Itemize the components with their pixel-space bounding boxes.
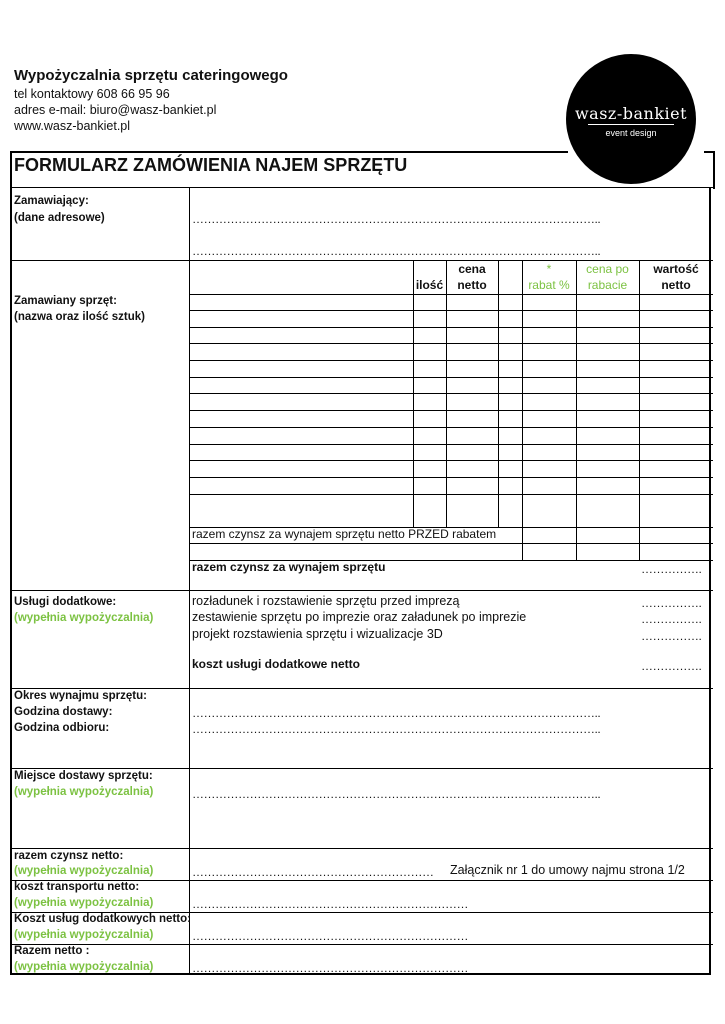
- col-after-rabacie: rabacie: [587, 278, 628, 292]
- col-after: cena po: [586, 262, 629, 276]
- table-row-line: [189, 343, 713, 344]
- transport-note: (wypełnia wypożyczalnia): [14, 897, 154, 909]
- ordering-label: Zamawiający:: [14, 195, 89, 207]
- ordering-field[interactable]: ……………………………………………………………………………………………..: [192, 212, 601, 226]
- divider: [10, 688, 713, 689]
- table-row-line: [189, 360, 713, 361]
- period-label: Okres wynajmu sprzętu:: [14, 690, 147, 702]
- table-row-line: [189, 310, 713, 311]
- rent-net-field[interactable]: ………………………………………………………: [192, 865, 434, 879]
- table-row-line: [189, 327, 713, 328]
- divider: [10, 944, 713, 945]
- table-row-line: [189, 460, 713, 461]
- delivery-time-label: Godzina dostawy:: [14, 706, 113, 718]
- divider: [10, 768, 713, 769]
- period-field[interactable]: ……………………………………………………………………………………………..: [192, 706, 601, 720]
- logo-subtitle: event design: [605, 128, 657, 138]
- services-net-field[interactable]: ………………………………………………………………: [192, 929, 468, 943]
- divider: [10, 848, 713, 849]
- title-border-right: [704, 151, 715, 189]
- services-net-note: (wypełnia wypożyczalnia): [14, 929, 154, 941]
- table-row-line: [189, 444, 713, 445]
- col-qty: ilość: [415, 278, 444, 292]
- col-star: *: [546, 262, 552, 276]
- table-row-line: [189, 393, 713, 394]
- logo-name: wasz-bankiet: [574, 104, 688, 123]
- table-row-line: [189, 494, 713, 495]
- subtotal-label: razem czynsz za wynajem sprzętu netto PRZED rabatem: [192, 527, 497, 541]
- service-loading: zestawienie sprzętu po imprezie oraz załadunek po imprezie: [192, 610, 527, 624]
- services-label: Usługi dodatkowe:: [14, 596, 117, 608]
- website: www.wasz-bankiet.pl: [14, 119, 131, 133]
- table-row-line: [189, 410, 713, 411]
- rent-net-label: razem czynsz netto:: [14, 850, 124, 862]
- form-title: FORMULARZ ZAMÓWIENIA NAJEM SPRZĘTU: [14, 155, 408, 175]
- logo-divider: [588, 124, 674, 125]
- service-project-field[interactable]: …………….: [641, 629, 702, 643]
- logo: [566, 54, 696, 184]
- column-divider: [189, 187, 190, 975]
- col-value: wartość: [653, 262, 699, 276]
- service-project: projekt rozstawienia sprzętu i wizualizacje 3D: [192, 627, 443, 641]
- col-price: cena: [458, 262, 486, 276]
- place-field[interactable]: ……………………………………………………………………………………………..: [192, 787, 601, 801]
- table-col-line: [576, 260, 577, 560]
- ordering-field[interactable]: ……………………………………………………………………………………………..: [192, 244, 601, 258]
- attachment-note: Załącznik nr 1 do umowy najmu strona 1/2: [450, 863, 685, 877]
- service-loading-field[interactable]: …………….: [641, 612, 702, 626]
- table-row-line: [189, 377, 713, 378]
- total-net-note: (wypełnia wypożyczalnia): [14, 961, 154, 973]
- rent-total-label: razem czynsz za wynajem sprzętu: [192, 560, 386, 574]
- company-name: Wypożyczalnia sprzętu cateringowego: [14, 67, 288, 84]
- divider: [10, 260, 713, 261]
- service-unloading-field[interactable]: …………….: [641, 596, 702, 610]
- ordering-sublabel: (dane adresowe): [14, 212, 105, 224]
- table-col-line: [498, 260, 499, 527]
- divider: [10, 590, 713, 591]
- period-field[interactable]: ……………………………………………………………………………………………..: [192, 722, 601, 736]
- rent-total-field[interactable]: …………….: [641, 562, 702, 576]
- services-total-label: koszt usługi dodatkowe netto: [192, 657, 361, 671]
- col-value-netto: netto: [661, 278, 691, 292]
- table-row-line: [189, 543, 713, 544]
- table-col-line: [639, 260, 640, 560]
- services-net-label: Koszt usług dodatkowych netto:: [14, 913, 191, 925]
- equipment-sublabel: (nazwa oraz ilość sztuk): [14, 311, 146, 323]
- phone: tel kontaktowy 608 66 95 96: [14, 87, 170, 101]
- col-discount: rabat %: [528, 278, 570, 292]
- transport-label: koszt transportu netto:: [14, 881, 140, 893]
- pickup-time-label: Godzina odbioru:: [14, 722, 110, 734]
- table-row-line: [189, 477, 713, 478]
- total-net-field[interactable]: ………………………………………………………………: [192, 961, 468, 975]
- table-col-line: [446, 260, 447, 527]
- table-row-line: [189, 427, 713, 428]
- services-note: (wypełnia wypożyczalnia): [14, 612, 154, 624]
- divider: [10, 187, 713, 188]
- service-unloading: rozładunek i rozstawienie sprzętu przed imprezą: [192, 594, 460, 608]
- table-col-line: [522, 260, 523, 560]
- col-price-netto: netto: [457, 278, 487, 292]
- rent-net-note: (wypełnia wypożyczalnia): [14, 865, 154, 877]
- services-total-field[interactable]: …………….: [641, 659, 702, 673]
- place-note: (wypełnia wypożyczalnia): [14, 786, 154, 798]
- equipment-label: Zamawiany sprzęt:: [14, 295, 117, 307]
- transport-field[interactable]: ………………………………………………………………: [192, 897, 468, 911]
- email: adres e-mail: biuro@wasz-bankiet.pl: [14, 103, 217, 117]
- place-label: Miejsce dostawy sprzętu:: [14, 770, 153, 782]
- total-net-label: Razem netto :: [14, 945, 90, 957]
- table-col-line: [413, 260, 414, 527]
- table-row-line: [189, 294, 713, 295]
